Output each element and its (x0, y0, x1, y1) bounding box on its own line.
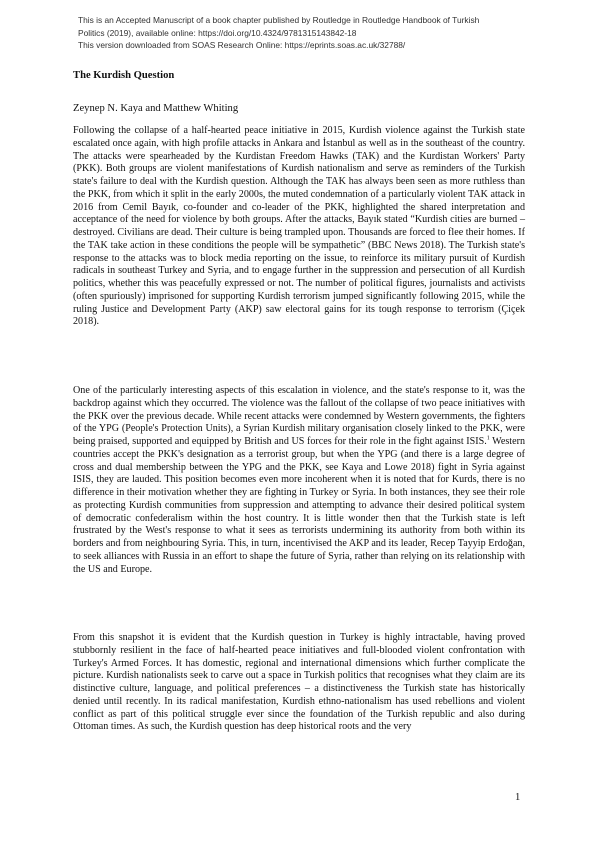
header-line: This version downloaded from SOAS Research Online: https://eprints.soas.ac.uk/32788/ (78, 40, 406, 51)
manuscript-header (78, 14, 548, 52)
paragraph: From this snapshot it is evident that the Kurdish question in Turkey is highly intractable, having proved stubbornly resilient in the face of half-hearted peace initiatives and full-blooded violent confrontation with Turkey's Armed Forces. It has domestic, regional and international dimensions which further complicate the picture. Kurdish nationalists seek to carve out a space in Turkish politics that recognises what they claim are its distinctive culture, language, and political preferences – a distinctiveness the Turkish state has historically denied until recently. In its radical manifestation, Kurdish ethno-nationalism has used rebellions and violent conflict as part of this political struggle ever since the foundation of the Turkish republic and also during Ottoman times. As such, the Kurdish question has deep historical roots and the very (73, 632, 525, 733)
paragraph (73, 385, 525, 576)
footnote-marker[interactable]: 1 (486, 435, 490, 442)
page-number: 1 (515, 792, 521, 803)
chapter-title: The Kurdish Question (73, 70, 175, 81)
paragraph-text: One of the particularly interesting aspects of this escalation in violence, and the state's response to it, was the backdrop against which they occurred. The violence was the fallout of the collapse of two peace initiatives with the PKK over the previous decade. While recent attacks were condemned by Western governments, the fighters of the YPG (People's Protection Units), a Syrian Kurdish military organisation closely linked to the PKK, were being praised, supported and equipped by British and US forces for their role in the fight against ISIS. (73, 385, 525, 447)
header-line: This is an Accepted Manuscript of a book chapter published by Routledge in Routledge Handbook of Turkish (78, 15, 480, 25)
paragraph-text: Western countries accept the PKK's designation as a terrorist group, but when the YPG (and there is a large degree of cross and dual membership between the YPG and the PKK, see Kaya and Lowe 2018) fight in Syria against ISIS, they are lauded. This position becomes even more incoherent when it is noted that for Kurds, there is no difference in their motivation whether they are fighting in Turkey or Syria. In both instances, they see their role as protecting Kurdish communities from suppression and attempting to advance their desired political system of democratic confederalism within the host country. It is little wonder then that the Turkish state is left frustrated by the West's response to what it sees as terrorists undermining its authority from both within its borders and from neighbouring Syria. This, in turn, incentivised the AKP and its leader, Recep Tayyip Erdoğan, to seek alliances with Russia in an effort to shape the future of Syria, rather than relying on its relationship with the US and Europe. (73, 436, 525, 575)
chapter-authors: Zeynep N. Kaya and Matthew Whiting (73, 103, 239, 114)
header-line: Politics (2019), available online: https://doi.org/10.4324/9781315143842-18 (78, 27, 357, 38)
paragraph: Following the collapse of a half-hearted peace initiative in 2015, Kurdish violence against the Turkish state escalated once again, with high profile attacks in Ankara and İstanbul as well as in the southeast of the country. The attacks were spearheaded by the Kurdistan Freedom Hawks (TAK) and the Kurdistan Workers' Party (PKK). Both groups are violent manifestations of Kurdish nationalism and serve as reminders of the Turkish state's failure to deal with the Kurdish question. Although the TAK has always been seen as more ruthless than the PKK, from which it split in the early 2000s, the muted condemnation of a particularly violent TAK attack in 2016 from Cemil Bayık, co-founder and co-leader of the PKK, highlighted the shared interpretation and acceptance of the need for violence by both groups. After the attacks, Bayık stated “Kurdish cities are burned – destroyed. Civilians are dead. Their culture is being trampled upon. Thousands are forced to flee their homes. If the TAK take action in these conditions the people will be sympathetic” (BBC News 2018). The Turkish state's response to the attacks was to block media reporting on the issue, to reinforce its military pursuit of Kurdish radicals in southeast Turkey and Syria, and to engage further in the suppression and persecution of all Kurdish politics, whether this was peacefully expressed or not. The number of political figures, journalists and activists (often spuriously) imprisoned for supporting Kurdish terrorism jumped significantly following 2015, while the ruling Justice and Development Party (AKP) saw electoral gains for its tough response to terrorism (Çiçek 2018). (73, 125, 525, 328)
